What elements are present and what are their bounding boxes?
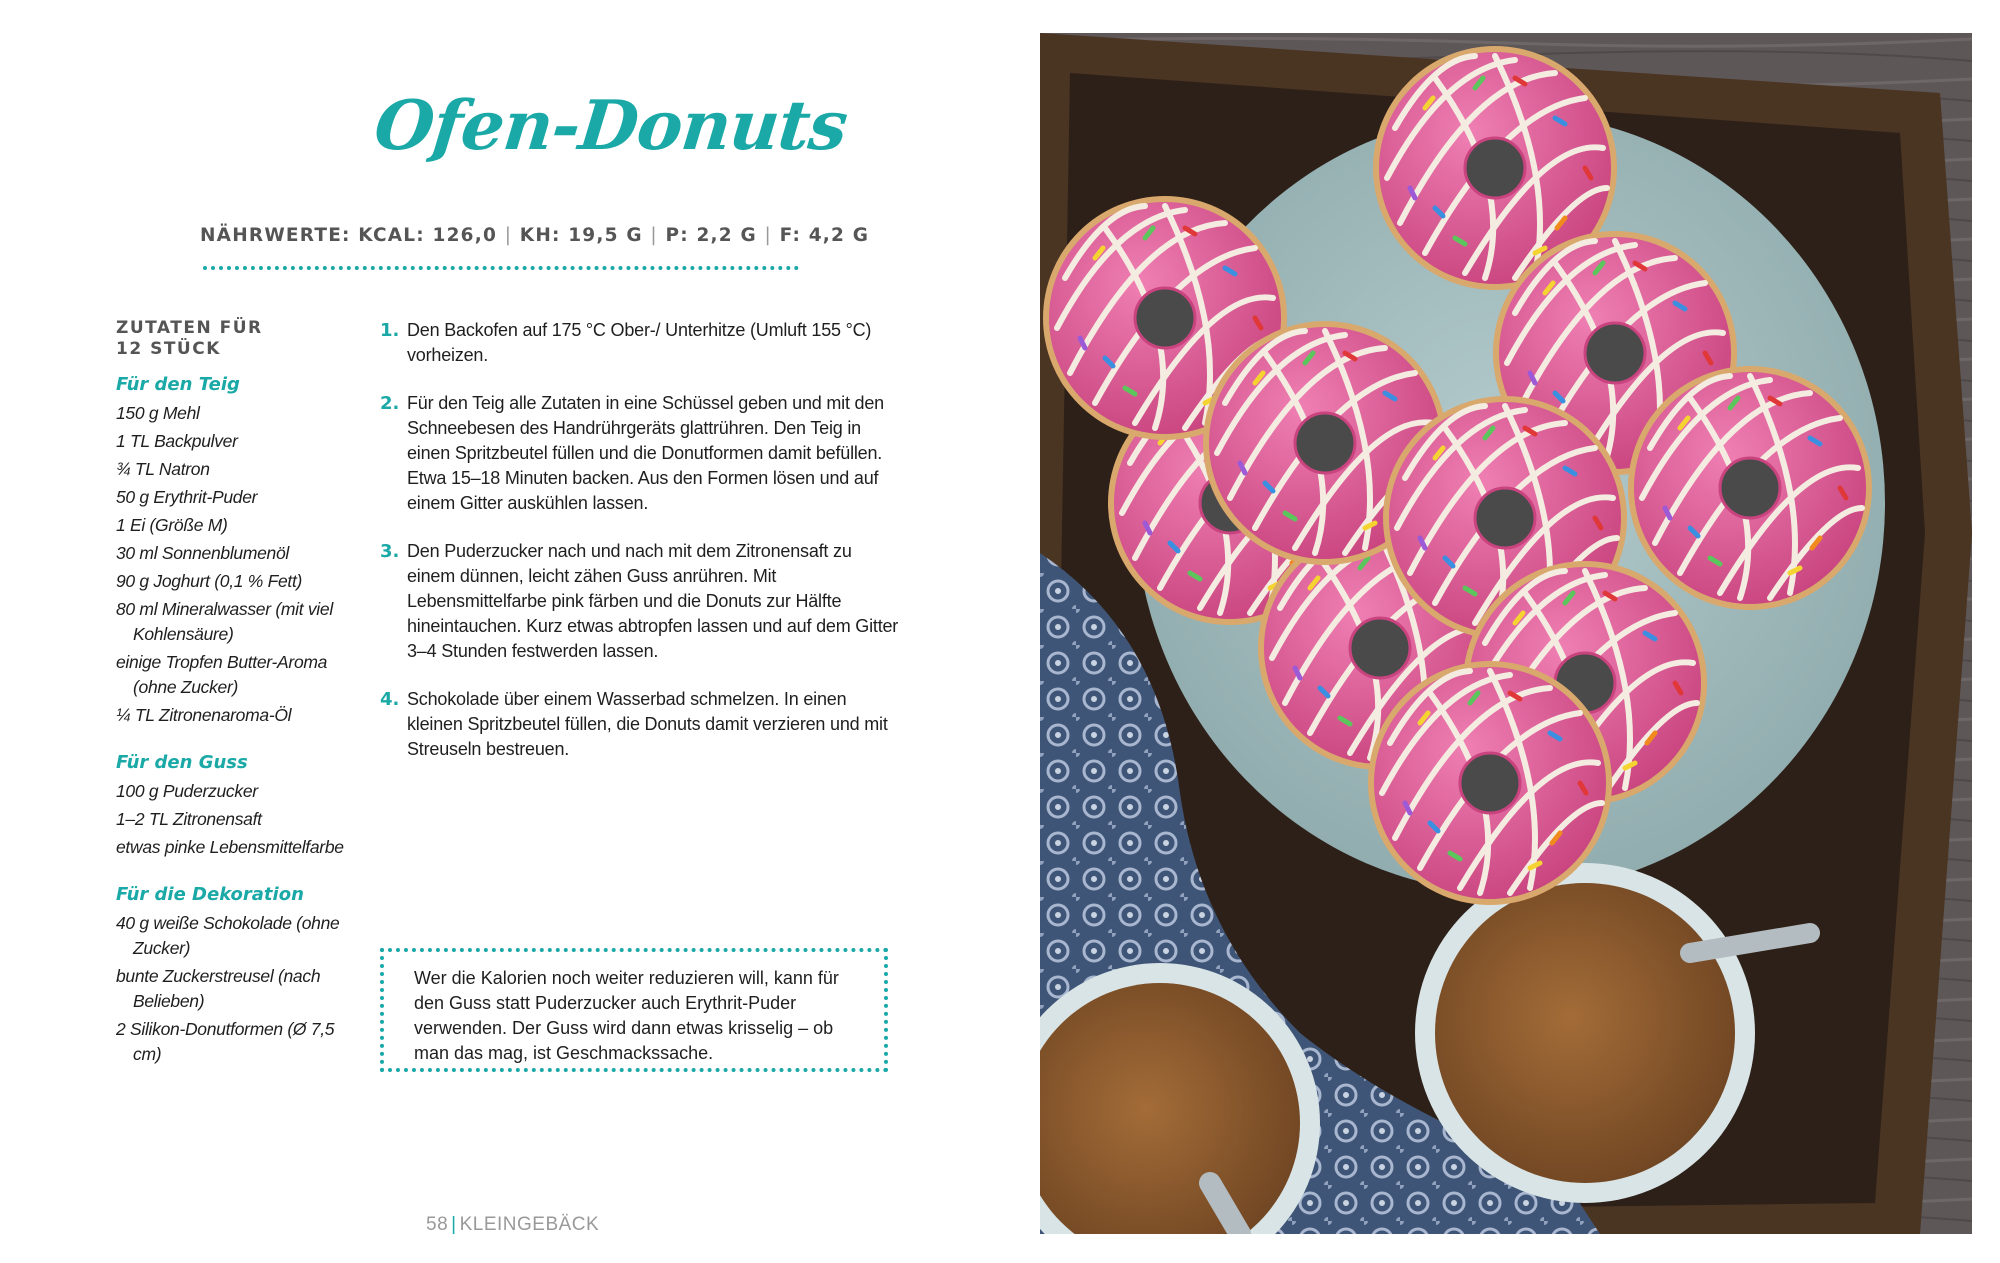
ingredients-heading <box>116 318 366 360</box>
section-name: KLEINGEBÄCK <box>459 1214 600 1235</box>
ingredient-list <box>116 401 366 728</box>
ingredient-item: 1 TL Backpulver <box>116 431 238 451</box>
ingredient-item: 100 g Puderzucker <box>116 781 258 801</box>
donut-illustration <box>1040 33 1972 1234</box>
ingredient-list <box>116 779 366 860</box>
step-number: 2. <box>380 393 400 414</box>
nutrition-f: F: 4,2 G <box>779 225 870 246</box>
ingredient-item: ¼ TL Zitronenaroma-Öl <box>116 705 292 725</box>
ingredient-item: einige Tropfen Butter-Aroma (ohne Zucker) <box>116 652 328 697</box>
ingredient-item: 150 g Mehl <box>116 403 200 423</box>
nutrition-p: P: 2,2 G <box>665 225 757 246</box>
step-number: 3. <box>380 541 400 562</box>
ingredient-list <box>116 911 366 1067</box>
nutrition-kh: KH: 19,5 G <box>519 225 643 246</box>
donut-6 <box>1628 366 1872 610</box>
nutrition-line <box>200 225 870 246</box>
ingredient-item: 50 g Erythrit-Puder <box>116 487 258 507</box>
ingredient-item: 1–2 TL Zitronensaft <box>116 809 262 829</box>
page-footer <box>426 1214 599 1236</box>
nutrition-separator: | <box>504 225 513 246</box>
donut-10 <box>1368 661 1612 905</box>
ingredient-item: 2 Silikon-Donutformen (Ø 7,5 cm) <box>116 1019 335 1064</box>
ingredient-item: bunte Zuckerstreusel (nach Belieben) <box>116 966 321 1011</box>
step-text: Für den Teig alle Zutaten in eine Schüssel geben und mit den Schneebesen des Handrührgeräts glattrühren. Den Teig in einen Spritzbeutel füllen und die Donutformen damit befüllen. Etwa 15–18 Minuten backen. Aus den Formen lösen und auf einem Gitter auskühlen lassen. <box>407 393 884 513</box>
instructions-column <box>380 318 900 785</box>
step-text: Schokolade über einem Wasserbad schmelzen. In einen kleinen Spritzbeutel füllen, die Donuts damit verzieren und mit Streuseln bestreuen. <box>407 689 888 759</box>
ingredient-group <box>116 882 366 1067</box>
ingredient-group <box>116 372 366 728</box>
ingredient-item: 90 g Joghurt (0,1 % Fett) <box>116 571 303 591</box>
ingredient-item: 40 g weiße Schokolade (ohne Zucker) <box>116 913 340 958</box>
ingredient-group <box>116 750 366 860</box>
ingredient-item: 1 Ei (Größe M) <box>116 515 228 535</box>
nutrition-separator: | <box>650 225 658 246</box>
instruction-step <box>380 318 900 368</box>
instruction-step <box>380 391 900 516</box>
ingredients-heading-line: 12 STÜCK <box>116 339 221 359</box>
dotted-divider <box>203 266 799 270</box>
instruction-step <box>380 687 900 762</box>
ingredient-group-title: Für den Teig <box>116 374 240 395</box>
step-number: 4. <box>380 689 400 710</box>
ingredient-group-title: Für die Dekoration <box>116 884 304 905</box>
tip-box: Wer die Kalorien noch weiter reduzieren will, kann für den Guss statt Puderzucker auch Erythrit-Puder verwenden. Der Guss wird dann etwas krisselig – ob man das mag, ist Geschmackssache. <box>380 948 888 1072</box>
ingredient-group-title: Für den Guss <box>116 752 248 773</box>
page-number: 58 <box>426 1214 449 1235</box>
step-number: 1. <box>380 320 400 341</box>
ingredients-column <box>116 318 366 1089</box>
footer-separator: | <box>451 1214 457 1235</box>
nutrition-separator: | <box>764 225 772 246</box>
donut-photo <box>1040 33 1972 1234</box>
step-text: Den Puderzucker nach und nach mit dem Zitronensaft zu einem dünnen, leicht zähen Guss anrühren. Mit Lebensmittelfarbe pink färben und die Donuts zur Hälfte hineintauchen. Kurz etwas abtropfen lassen und auf dem Gitter 3–4 Stunden festwerden lassen. <box>407 541 899 661</box>
instruction-step <box>380 539 900 664</box>
ingredients-heading-line: ZUTATEN FÜR <box>116 318 263 338</box>
recipe-title: Ofen-Donuts <box>370 86 851 166</box>
ingredient-item: 80 ml Mineralwasser (mit viel Kohlensäure) <box>116 599 333 644</box>
nutrition-kcal: NÄHRWERTE: KCAL: 126,0 <box>200 225 498 246</box>
ingredient-item: etwas pinke Lebensmittelfarbe <box>116 837 344 857</box>
ingredient-item: 30 ml Sonnenblumenöl <box>116 543 290 563</box>
ingredient-item: ¾ TL Natron <box>116 459 210 479</box>
step-text: Den Backofen auf 175 °C Ober-/ Unterhitze (Umluft 155 °C) vorheizen. <box>407 320 872 365</box>
